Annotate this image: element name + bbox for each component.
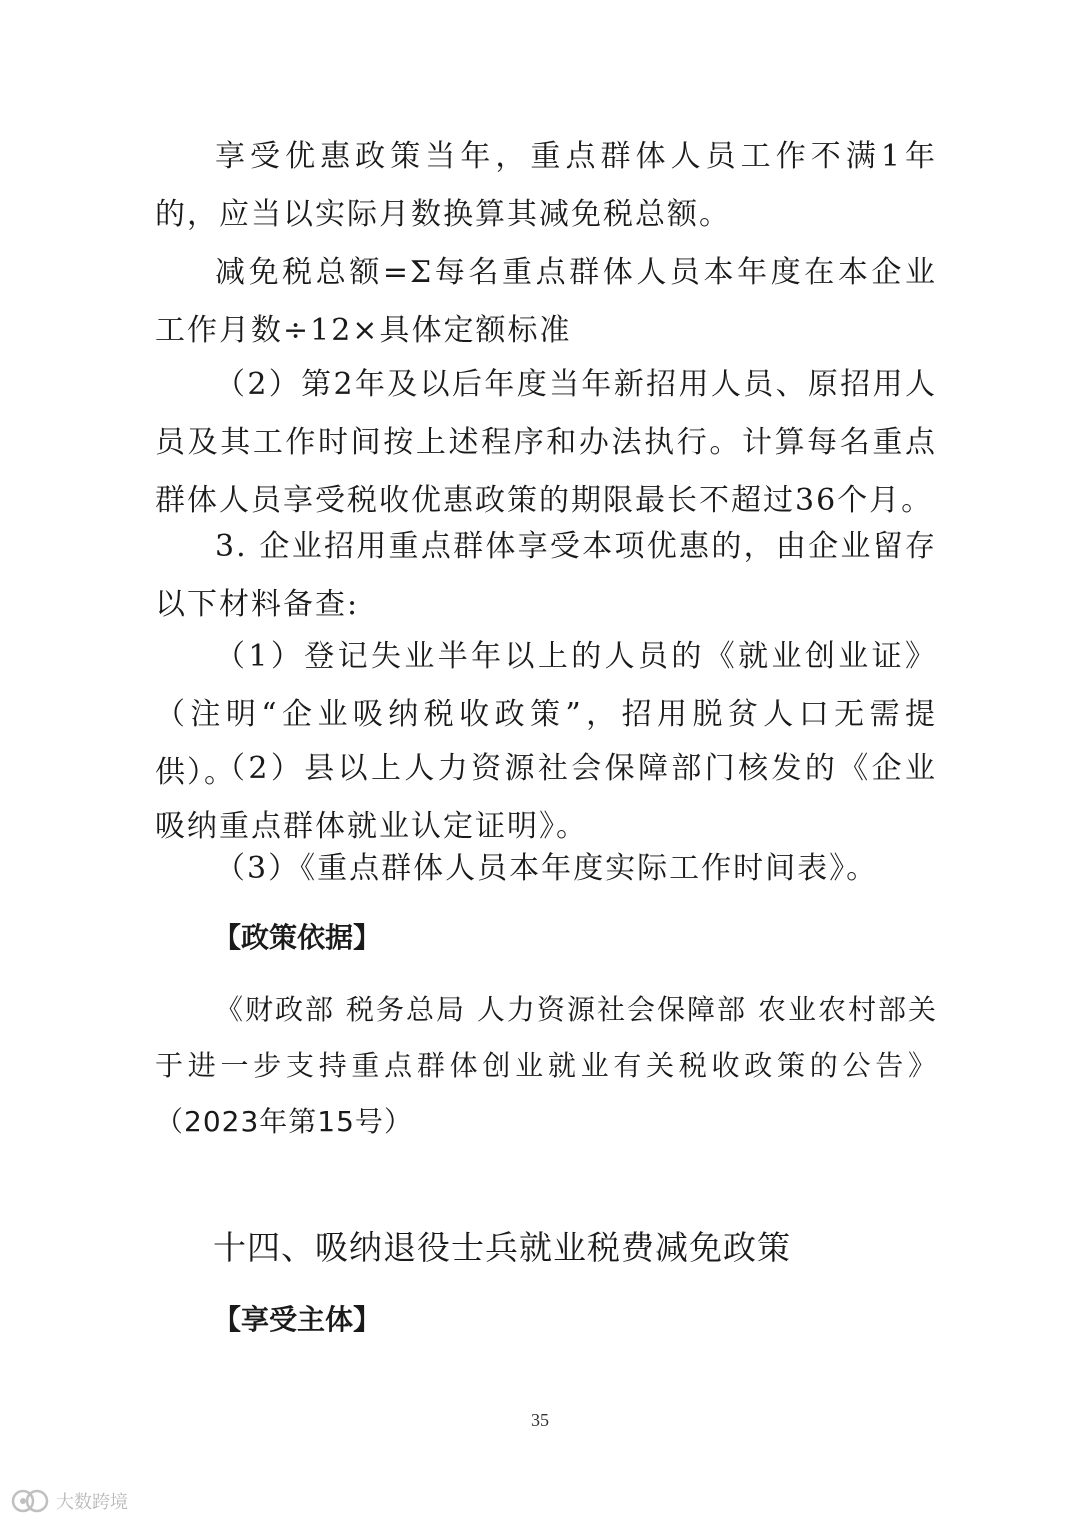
- section-subheading: 【享受主体】: [213, 1303, 382, 1336]
- paragraph-second-year: （2）第2年及以后年度当年新招用人员、原招用人员及其工作时间按上述程序和办法执行。计算每名重点群体人员享受税收优惠政策的期限最长不超过36个月。: [155, 367, 937, 518]
- paragraph-material-1: （1）登记失业半年以上的人员的《就业创业证》（注明“企业吸纳税收政策”，招用脱贫人口无需提供）。: [155, 639, 937, 790]
- paragraph-material-2: （2）县以上人力资源社会保障部门核发的《企业吸纳重点群体就业认定证明》。: [155, 751, 937, 844]
- paragraph-material-3: （3）《重点群体人员本年度实际工作时间表》。: [215, 851, 879, 886]
- page-number: 35: [531, 1410, 549, 1430]
- section-title: 十四、吸纳退役士兵就业税费减免政策: [213, 1228, 791, 1267]
- paragraph-monthly-conversion: 享受优惠政策当年，重点群体人员工作不满1年的，应当以实际月数换算其减免税总额。: [155, 139, 937, 232]
- policy-basis-text: 《财政部 税务总局 人力资源社会保障部 农业农村部关于进一步支持重点群体创业就业有关税收政策的公告》（2023年第15号）: [155, 993, 937, 1138]
- watermark-text: 大数跨境: [56, 1492, 128, 1513]
- policy-basis-heading: 【政策依据】: [213, 921, 382, 954]
- logo-icon: [10, 1488, 50, 1514]
- paragraph-formula: 减免税总额=Σ每名重点群体人员本年度在本企业工作月数÷12×具体定额标准: [155, 255, 937, 348]
- watermark: [10, 1488, 128, 1514]
- paragraph-materials-intro: 3. 企业招用重点群体享受本项优惠的，由企业留存以下材料备查:: [155, 529, 937, 622]
